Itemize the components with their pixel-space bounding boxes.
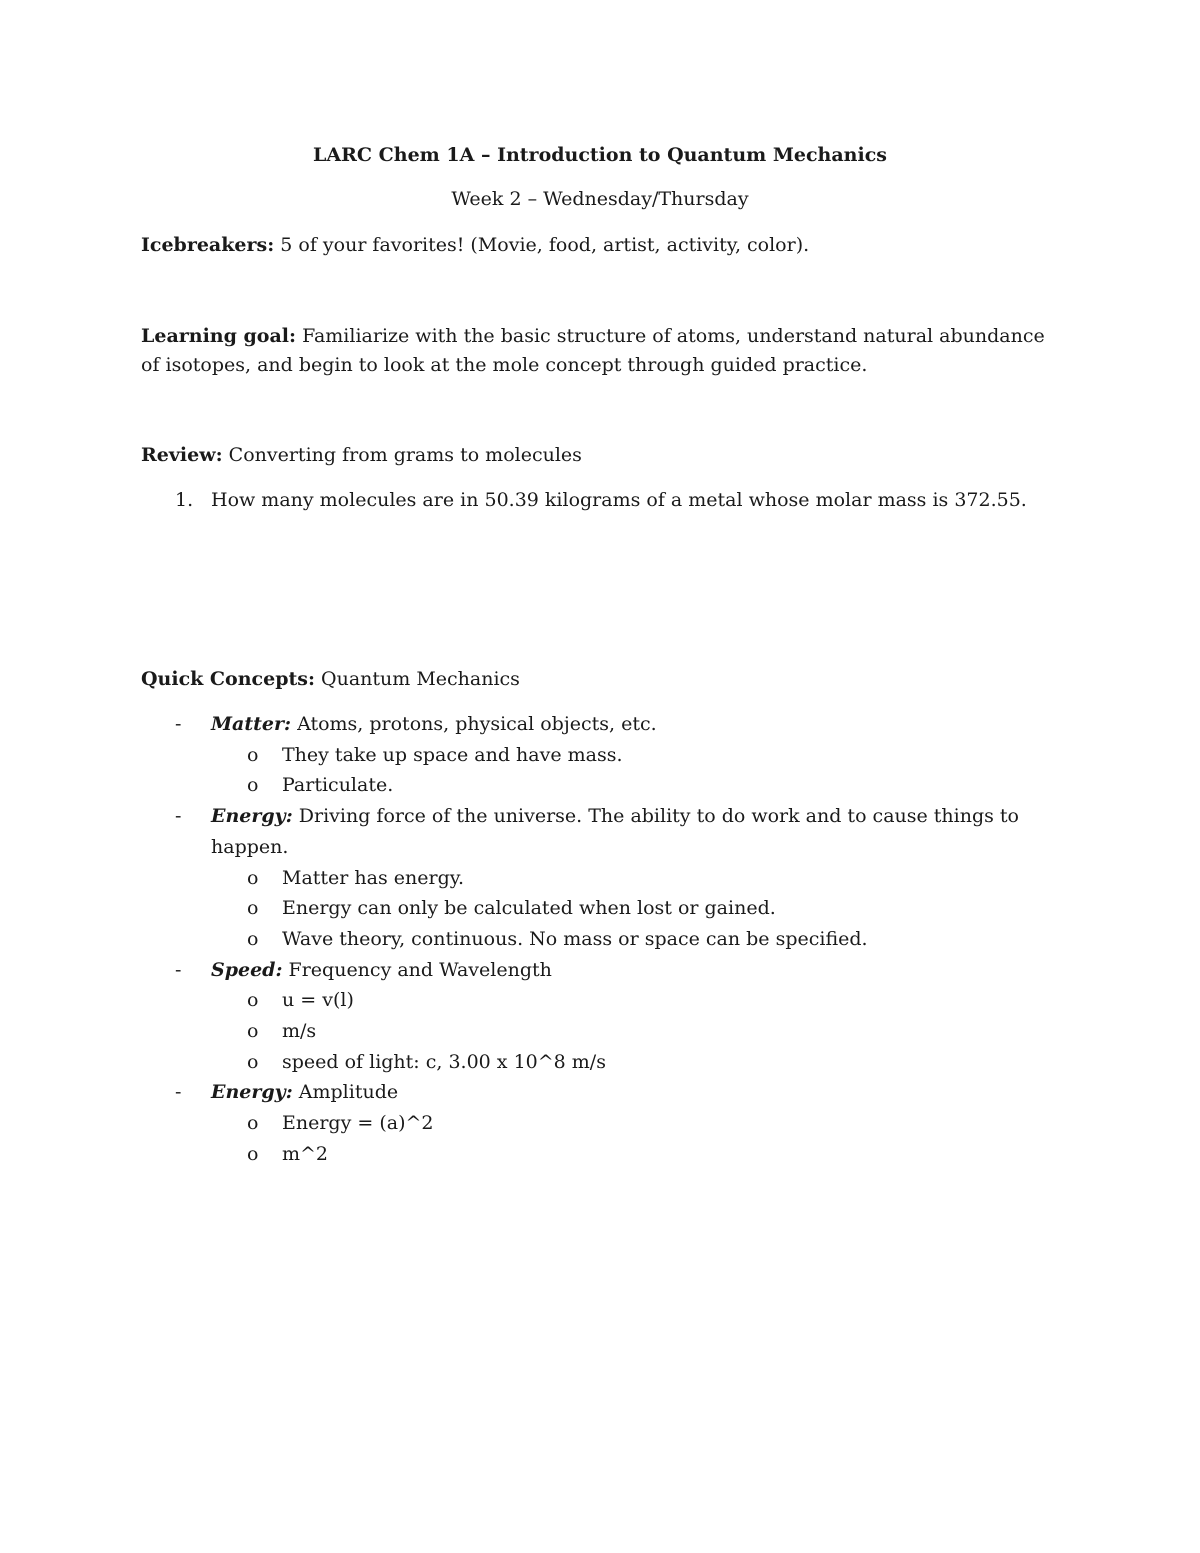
sub-bullet-marker: o — [247, 989, 259, 1012]
concept-term: Energy: — [211, 1081, 293, 1104]
sub-bullet-text: Energy can only be calculated when lost or gained. — [282, 897, 776, 920]
sub-bullet-marker: o — [247, 774, 259, 797]
sub-bullet — [141, 1047, 1061, 1078]
concept-text: Frequency and Wavelength — [288, 958, 552, 981]
sub-bullet-marker: o — [247, 866, 259, 889]
sub-bullet-text: m/s — [282, 1020, 317, 1043]
sub-bullet-marker: o — [247, 1020, 259, 1043]
concept-item-energy — [141, 801, 1061, 862]
sub-bullet-text: u = v(l) — [282, 989, 354, 1012]
sub-bullet-marker: o — [247, 1112, 259, 1135]
sub-bullet — [141, 924, 1061, 955]
sub-bullet-text: Particulate. — [282, 774, 394, 797]
concept-bullet-list — [141, 709, 1061, 1170]
concept-term: Energy: — [211, 805, 293, 828]
concept-text: Atoms, protons, physical objects, etc. — [297, 713, 657, 735]
sub-bullet — [141, 863, 1061, 894]
sub-bullet — [141, 985, 1061, 1016]
sub-bullet — [141, 1139, 1061, 1170]
review-section — [141, 441, 1061, 470]
icebreakers-text: 5 of your favorites! (Movie, food, artist, activity, color). — [280, 234, 810, 256]
page-subtitle: Week 2 – Wednesday/Thursday — [451, 188, 749, 210]
concept-text: Driving force of the universe. The ability to do work and to cause things to happen. — [211, 805, 1019, 858]
sub-bullet — [141, 770, 1061, 801]
bullet-dash: - — [175, 805, 182, 828]
sub-bullet-marker: o — [247, 927, 259, 950]
question-text: How many molecules are in 50.39 kilograms of a metal whose molar mass is 372.55. — [211, 489, 1027, 511]
sub-bullet-text: m^2 — [282, 1142, 329, 1165]
sub-bullet — [141, 1016, 1061, 1047]
concept-text: Amplitude — [298, 1081, 399, 1104]
quick-concepts-label: Quick Concepts: — [141, 668, 315, 690]
review-label: Review: — [141, 444, 223, 466]
page-title: LARC Chem 1A – Introduction to Quantum Mechanics — [313, 144, 887, 166]
sub-bullet — [141, 740, 1061, 771]
concept-term: Speed: — [211, 958, 283, 981]
concept-item-speed — [141, 955, 1061, 986]
sub-bullet-marker: o — [247, 1142, 259, 1165]
concept-item-matter — [141, 709, 1061, 740]
sub-bullet-text: speed of light: c, 3.00 x 10^8 m/s — [282, 1050, 606, 1073]
sub-bullet-marker: o — [247, 1050, 259, 1073]
bullet-dash: - — [175, 713, 182, 735]
sub-bullet-marker: o — [247, 897, 259, 920]
sub-bullet-text: They take up space and have mass. — [282, 743, 623, 766]
sub-bullet-text: Wave theory, continuous. No mass or space can be specified. — [282, 927, 868, 950]
learning-goal-label: Learning goal: — [141, 325, 297, 347]
review-question-list — [141, 486, 1081, 515]
sub-bullet — [141, 893, 1061, 924]
sub-bullet-marker: o — [247, 743, 259, 766]
sub-bullet-text: Matter has energy. — [282, 866, 464, 889]
list-item — [141, 486, 1081, 515]
quick-concepts-section — [141, 665, 1061, 694]
icebreakers-section — [141, 231, 1061, 260]
quick-concepts-text: Quantum Mechanics — [321, 668, 520, 690]
concept-item-energy-amplitude — [141, 1077, 1061, 1108]
bullet-dash: - — [175, 958, 182, 981]
sub-bullet — [141, 1108, 1061, 1139]
bullet-dash: - — [175, 1081, 182, 1104]
question-number: 1. — [175, 489, 194, 511]
learning-goal-section — [141, 322, 1061, 380]
learning-goal-text: Familiarize with the basic structure of atoms, understand natural abundance of isotopes, and begin to look at the mole concept through guided practice. — [141, 325, 1045, 376]
sub-bullet-text: Energy = (a)^2 — [282, 1112, 434, 1135]
concept-term: Matter: — [211, 713, 292, 735]
icebreakers-label: Icebreakers: — [141, 234, 275, 256]
review-text: Converting from grams to molecules — [228, 444, 582, 466]
